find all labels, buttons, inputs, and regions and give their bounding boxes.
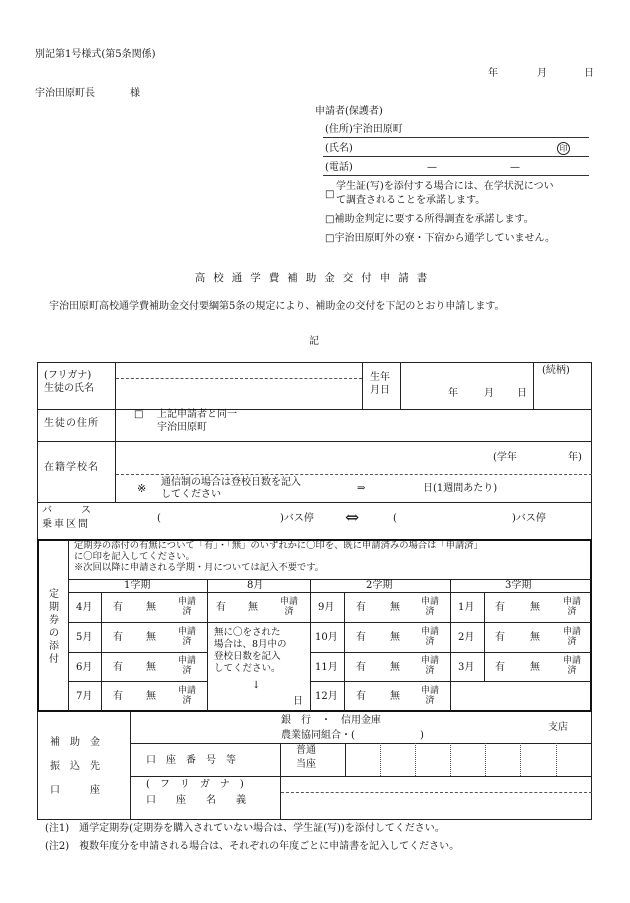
august-header: 8月 — [247, 580, 264, 591]
intro-text: 宇治田原町高校通学費補助金交付要綱第5条の規定により、補助金の交付を下記のとおり申請します。 — [49, 301, 505, 312]
option-no[interactable]: 無 — [390, 691, 400, 702]
august-row-line — [208, 622, 310, 623]
option-applied[interactable]: 申請 済 — [562, 627, 581, 647]
date-month-label: 月 — [537, 68, 547, 79]
applicant-address-line[interactable] — [323, 137, 589, 138]
consent-line-1a: 学生証(写)を添付する場合には、在学状況につい — [336, 181, 554, 192]
account-holder-label: 口 座 名 義 — [146, 795, 246, 806]
bus-label-2: 乗車区間 — [42, 519, 90, 530]
date-year-label: 年 — [488, 68, 498, 79]
month-label: 12月 — [315, 691, 338, 702]
account-digit-divider — [345, 743, 346, 776]
option-no[interactable]: 無 — [530, 662, 540, 673]
consent-line-3[interactable]: □宇治田原町外の寮・下宿から通学していません。 — [325, 233, 556, 244]
bank-type-line-1: 銀 行 ・ 信用金庫 — [281, 715, 381, 726]
footnote-2: (注2) 複数年度分を申請される場合は、それぞれの年度ごとに申請書を記入してください。 — [45, 841, 460, 852]
option-yes[interactable]: 有 — [113, 602, 123, 613]
label-column-divider — [115, 362, 116, 502]
phone-separator: — — [427, 162, 437, 173]
applicant-phone-line[interactable] — [323, 175, 589, 176]
august-day-input[interactable]: 日 — [293, 696, 303, 707]
ki-label: 記 — [309, 336, 319, 347]
account-digit-cell[interactable] — [415, 743, 416, 776]
bus-double-arrow: ⇔ — [345, 508, 360, 528]
birth-label-2: 月日 — [370, 385, 390, 396]
bus-open-paren: ( — [157, 513, 161, 524]
birth-day-label: 日 — [517, 388, 527, 399]
option-yes[interactable]: 有 — [113, 662, 123, 673]
bus-stop-1[interactable]: )バス停 — [280, 513, 314, 524]
august-arrow: ↓ — [252, 680, 261, 691]
pass-row-line — [68, 681, 207, 682]
date-day-label: 日 — [584, 68, 594, 79]
pass-row-line — [310, 622, 591, 623]
august-note: 無に〇をされた 場合は、8月中の 登校日数を記入 してください。 — [214, 627, 287, 674]
option-yes[interactable]: 有 — [495, 662, 505, 673]
account-type-touza[interactable]: 当座 — [296, 759, 316, 770]
bank-type-line-2: 農業協同組合・( — [281, 730, 355, 741]
option-no[interactable]: 無 — [390, 602, 400, 613]
student-name-label: 生徒の氏名 — [44, 383, 94, 394]
term-1-header: 1学期 — [124, 580, 151, 591]
option-no[interactable]: 無 — [530, 602, 540, 613]
bank-type-paren-end: ) — [420, 730, 424, 741]
option-applied[interactable]: 申請 済 — [177, 686, 196, 706]
furigana-label: (フリガナ) — [44, 370, 92, 381]
pass-row-line — [310, 652, 591, 653]
pass-row-line — [310, 681, 591, 682]
month-label: 4月 — [76, 602, 93, 613]
month-label: 7月 — [76, 691, 93, 702]
birth-divider — [362, 362, 363, 409]
pass-term-divider — [450, 579, 451, 711]
option-applied[interactable]: 申請 済 — [177, 597, 196, 617]
option-applied[interactable]: 申請 済 — [420, 597, 439, 617]
option-applied[interactable]: 申請 済 — [420, 627, 439, 647]
option-yes[interactable]: 有 — [113, 691, 123, 702]
account-digit-cell[interactable] — [450, 743, 451, 776]
option-applied[interactable]: 申請 済 — [420, 686, 439, 706]
option-applied[interactable]: 申請 済 — [177, 627, 196, 647]
option-no[interactable]: 無 — [146, 632, 156, 643]
option-no[interactable]: 無 — [146, 602, 156, 613]
option-applied[interactable]: 申請 済 — [279, 597, 298, 617]
account-digit-cell[interactable] — [556, 743, 557, 776]
address-town-text: 宇治田原町 — [157, 422, 207, 433]
bus-open-paren: ( — [393, 513, 397, 524]
month-label: 3月 — [458, 662, 475, 673]
bank-side-label-3: 口 座 — [50, 785, 100, 796]
correspondence-note-1: 通信制の場合は登校日数を記入 — [161, 477, 301, 488]
holder-dashed-line — [281, 792, 592, 793]
applicant-address-label: (住所)宇治田原町 — [325, 124, 403, 135]
pass-note-2: に〇印を記入してください。 — [74, 551, 195, 562]
bank-row-line — [130, 776, 592, 777]
asterisk-mark: ※ — [137, 482, 147, 495]
pass-side-divider — [68, 540, 69, 711]
bus-label-1: バ ス — [42, 505, 94, 516]
pass-term-divider — [207, 579, 208, 711]
birth-year-label: 年 — [448, 388, 458, 399]
relationship-label: (続柄) — [542, 365, 570, 376]
option-applied[interactable]: 申請 済 — [420, 656, 439, 676]
pass-row-line — [68, 652, 207, 653]
option-no[interactable]: 無 — [530, 632, 540, 643]
term-3-header: 3学期 — [505, 580, 532, 591]
address-same-checkbox[interactable]: □ — [134, 409, 144, 420]
row-divider — [37, 502, 592, 503]
furigana-dashed-line — [116, 378, 362, 379]
addressee-suffix: 様 — [130, 88, 140, 99]
bus-stop-2[interactable]: )バス停 — [512, 513, 546, 524]
document-title: 高校通学費補助金交付申請書 — [194, 272, 436, 284]
month-label: 9月 — [318, 602, 335, 613]
address-same-text: 上記申請者と同一 — [157, 409, 237, 420]
consent-line-2[interactable]: □補助金判定に要する所得調査を承諾します。 — [325, 214, 534, 225]
account-number-label: 口 座 番 号 等 — [146, 755, 236, 766]
bank-inner-divider — [280, 743, 281, 820]
school-grade-end: 年) — [568, 452, 582, 463]
addressee: 宇治田原町長 — [35, 88, 95, 99]
month-label: 2月 — [458, 632, 475, 643]
consent-line-1b: て調査されることを承諾します。 — [336, 195, 486, 206]
pass-month-divider — [484, 592, 485, 681]
account-digit-cell[interactable] — [520, 743, 521, 776]
correspondence-days: 日(1週間あたり) — [423, 483, 498, 494]
applicant-name-label: (氏名) — [325, 143, 353, 154]
phone-separator: — — [510, 162, 520, 173]
row-divider — [37, 409, 592, 410]
applicant-phone-label: (電話) — [325, 162, 353, 173]
correspondence-arrow: ⇒ — [357, 483, 366, 494]
option-yes[interactable]: 有 — [495, 602, 505, 613]
birth-month-label: 月 — [484, 388, 494, 399]
option-yes[interactable]: 有 — [356, 662, 366, 673]
option-no[interactable]: 無 — [146, 662, 156, 673]
option-applied[interactable]: 申請 済 — [562, 597, 581, 617]
option-yes[interactable]: 有 — [113, 632, 123, 643]
holder-furigana-label: ( フ リ ガ ナ ) — [146, 779, 244, 790]
month-label: 5月 — [76, 632, 93, 643]
month-label: 6月 — [76, 662, 93, 673]
applicant-name-line[interactable] — [323, 156, 589, 157]
option-no[interactable]: 無 — [390, 662, 400, 673]
month-label: 1月 — [458, 602, 475, 613]
account-type-futsu[interactable]: 普通 — [296, 745, 316, 756]
student-address-label: 生徒の住所 — [44, 418, 99, 429]
row-divider — [37, 441, 592, 442]
seal-mark: 印 — [557, 142, 570, 156]
account-digit-cell[interactable] — [485, 743, 486, 776]
option-yes[interactable]: 有 — [495, 632, 505, 643]
option-applied[interactable]: 申請 済 — [177, 656, 196, 676]
pass-note-1: 定期券の添付の有無について「有」・「無」のいずれかに〇印を、既に申請済みの場合は「申請済」 — [74, 540, 483, 551]
school-grade-label: (学年 — [493, 452, 517, 463]
bank-side-label-2: 振 込 先 — [50, 761, 100, 772]
birth-divider — [400, 362, 401, 409]
month-label: 11月 — [315, 662, 338, 673]
branch-label: 支店 — [548, 722, 568, 733]
birth-label-1: 生年 — [370, 372, 390, 383]
school-name-label: 在籍学校名 — [44, 462, 99, 473]
option-yes[interactable]: 有 — [356, 691, 366, 702]
option-yes[interactable]: 有 — [216, 602, 226, 613]
pass-row-line — [68, 622, 207, 623]
option-yes[interactable]: 有 — [356, 632, 366, 643]
school-dashed-line — [116, 474, 592, 475]
correspondence-note-2: してください — [161, 489, 221, 500]
applicant-heading: 申請者(保護者) — [315, 106, 383, 117]
pass-term-divider — [310, 579, 311, 711]
option-no[interactable]: 無 — [146, 691, 156, 702]
form-number: 別記第1号様式(第5条関係) — [35, 49, 156, 60]
footnote-1: (注1) 通学定期券(定期券を購入されていない場合は、学生証(写))を添付してください。 — [45, 823, 445, 834]
option-applied[interactable]: 申請 済 — [562, 656, 581, 676]
pass-note-3: ※次回以降に申請される学期・月については記入不要です。 — [74, 562, 325, 573]
bank-row-line — [130, 743, 592, 744]
term-2-header: 2学期 — [366, 580, 393, 591]
option-no[interactable]: 無 — [248, 602, 258, 613]
bank-side-divider — [130, 712, 131, 820]
month-label: 10月 — [315, 632, 338, 643]
bank-side-label-1: 補 助 金 — [50, 737, 100, 748]
option-yes[interactable]: 有 — [356, 602, 366, 613]
consent-checkbox-1[interactable]: □ — [325, 189, 335, 200]
relation-divider — [533, 362, 534, 409]
option-no[interactable]: 無 — [390, 632, 400, 643]
account-digit-cell[interactable] — [380, 743, 381, 776]
pass-side-label: 定期券の添付 — [49, 589, 59, 665]
